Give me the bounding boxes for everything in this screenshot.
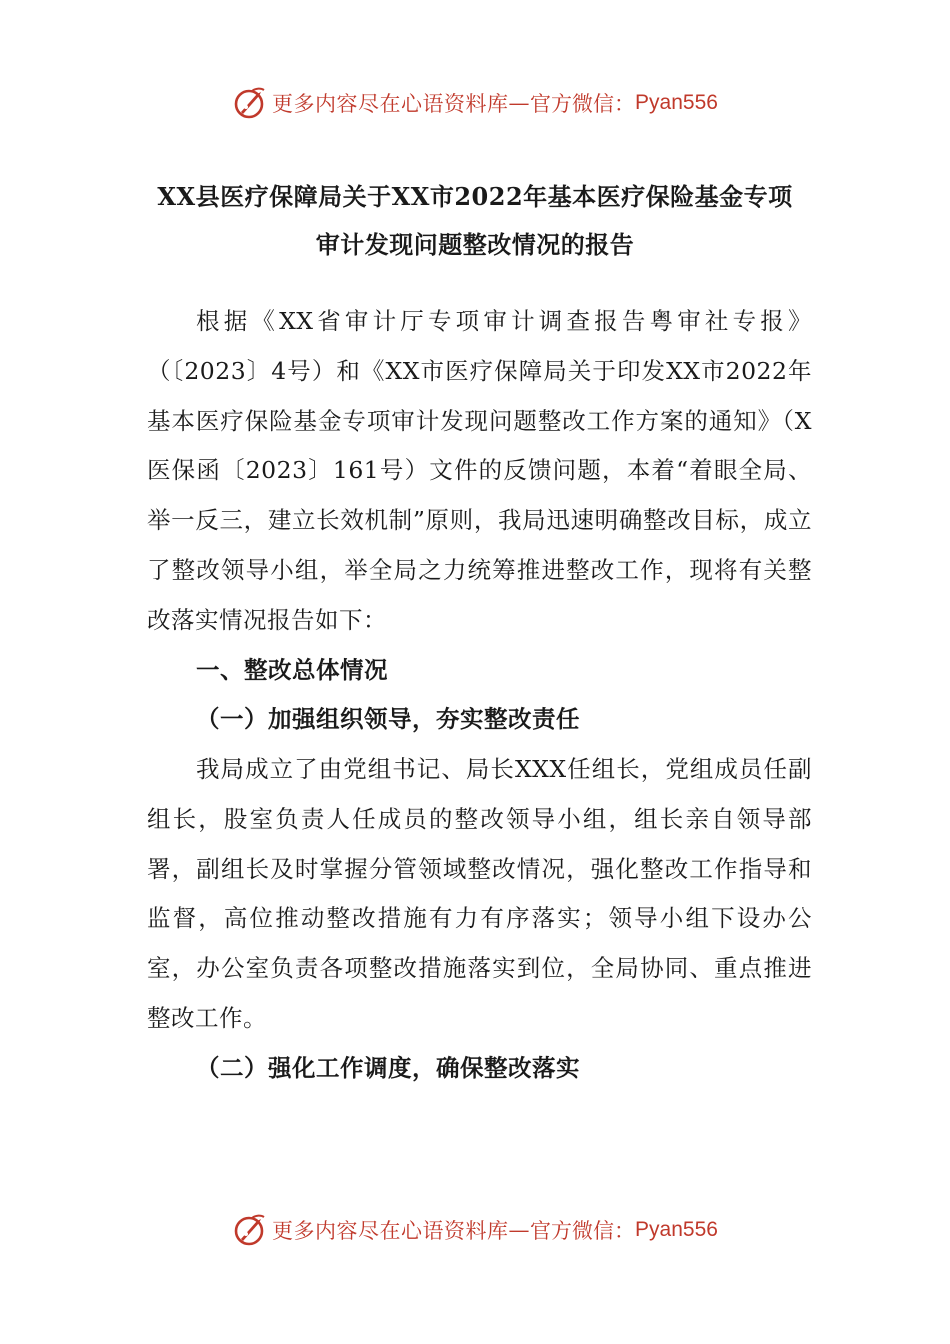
watermark-dash: — — [508, 91, 531, 115]
pen-nib-logo-icon — [232, 1212, 268, 1248]
subsection-1-paragraph: 我局成立了由党组书记、局长XXX任组长，党组成员任副组长，股室负责人任成员的整改领导小组，组长亲自领导部署，副组长及时掌握分管领域整改情况，强化整改工作指导和监督，高位推动整改措施有力有序落实；领导小组下设办公室，办公室负责各项整改措施落实到位，全局协同、重点推进整改工作。 — [147, 755, 812, 1032]
watermark-banner-top — [0, 81, 950, 125]
intro-paragraph: 根据《XX省审计厅专项审计调查报告粤审社专报》（〔2023〕4号）和《XX市医疗保障局关于印发XX市2022年基本医疗保险基金专项审计发现问题整改工作方案的通知》（X医保函〔2023〕161号）文件的反馈问题，本着“着眼全局、举一反三，建立长效机制”原则，我局迅速明确整改目标，成立了整改领导小组，举全局之力统筹推进整改工作，现将有关整改落实情况报告如下： — [147, 307, 812, 634]
subsection-2-heading: （二）强化工作调度，确保整改落实 — [196, 1054, 580, 1082]
section-1-heading: 一、整改总体情况 — [196, 656, 388, 684]
watermark-dash: — — [508, 1218, 531, 1242]
document-title-line-2: 审计发现问题整改情况的报告 — [315, 230, 635, 259]
subsection-1-heading: （一）加强组织领导，夯实整改责任 — [196, 705, 580, 733]
watermark-banner-bottom — [0, 1208, 950, 1252]
watermark-wechat-label: 官方微信： — [530, 92, 636, 116]
document-title-line-1: XX县医疗保障局关于XX市2022年基本医疗保险基金专项 — [157, 182, 793, 211]
watermark-handle: Pyan556 — [635, 91, 718, 114]
watermark-handle: Pyan556 — [635, 1218, 718, 1241]
watermark-text: 更多内容尽在心语资料库 — [272, 1219, 509, 1243]
watermark-wechat-label: 官方微信： — [530, 1219, 636, 1243]
pen-nib-logo-icon — [232, 85, 268, 121]
watermark-text: 更多内容尽在心语资料库 — [272, 92, 509, 116]
